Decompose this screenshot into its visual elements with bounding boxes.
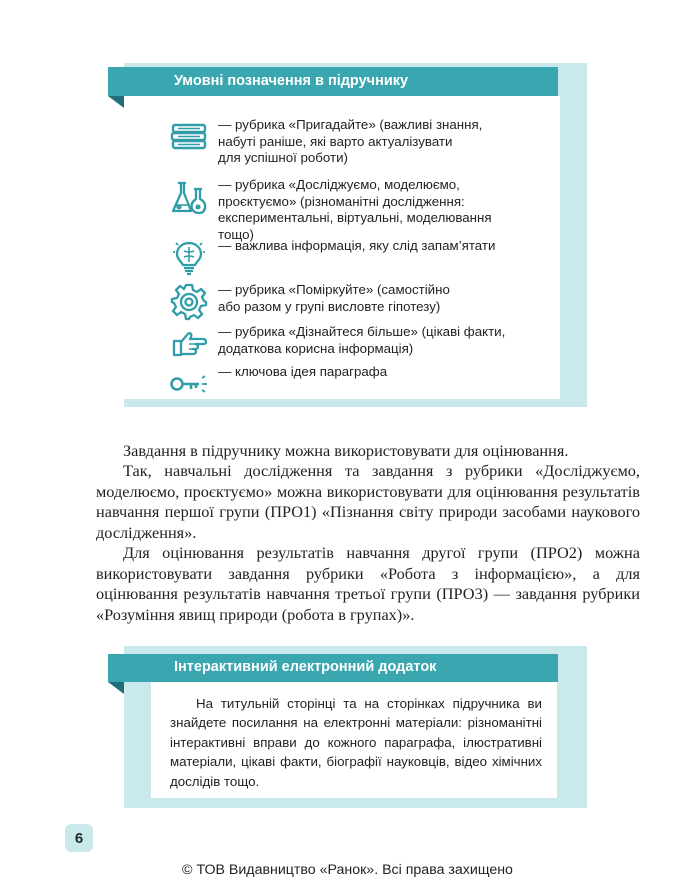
body-paragraph-1: Завдання в підручнику можна використовувати для оцінювання. (123, 441, 569, 460)
body-paragraph-2: Так, навчальні дослідження та завдання з рубрики «Досліджуємо, моделюємо, проєктуємо» можна використовувати для оцінювання результатів навчання першої групи (ПРО1) «Пізнання світу природи засобами наукового дослідження». (96, 461, 640, 542)
copyright-notice: © ТОВ Видавництво «Ранок». Всі права захищено (182, 862, 513, 878)
page-number: 6 (65, 824, 93, 852)
pointing-hand-icon (166, 324, 212, 364)
ribbon-fold (108, 96, 124, 108)
lab-flasks-icon (166, 177, 212, 217)
legend-item-research (166, 177, 556, 243)
interactive-box-text: На титульній сторінці та на сторінках підручника ви знайдете посилання на електронні матеріали: різноманітні інтерактивні вправи до кожного параграфа, ілюстративні матеріали, цікаві факти, біографії науковців, відео хімічних дослідів тощо. (170, 696, 542, 789)
legend-item-learn-more (166, 324, 556, 364)
key-icon (166, 364, 212, 404)
legend-item-text: — рубрика «Дізнайтеся більше» (цікаві факти, додаткова корисна інформація) (218, 324, 506, 356)
legend-item-text: — важлива інформація, яку слід запам’ятати (218, 238, 496, 253)
gear-icon (166, 282, 212, 322)
legend-item-key-idea (166, 364, 556, 404)
legend-item-remember (166, 117, 556, 167)
legend-item-important (166, 238, 556, 278)
books-icon (166, 117, 212, 157)
legend-item-text: — рубрика «Поміркуйте» (самостійно або разом у групі висловте гіпотезу) (218, 282, 450, 314)
interactive-box-title: Інтерактивний електронний додаток (108, 654, 558, 682)
body-paragraph-3: Для оцінювання результатів навчання другої групи (ПРО2) можна використовувати завдання рубрики «Робота з інформацією», а для оцінювання результатів навчання третьої групи (ПРО3) — завдання рубрики «Розуміння явищ природи (робота в групах)». (96, 543, 640, 624)
lightbulb-brain-icon (166, 238, 212, 278)
ribbon-fold (108, 682, 124, 694)
legend-box-title: Умовні позначення в підручнику (108, 67, 558, 96)
legend-item-text: — рубрика «Пригадайте» (важливі знання, набуті раніше, які варто актуалізувати для успішної роботи) (218, 117, 483, 165)
legend-item-text: — рубрика «Досліджуємо, моделюємо, проєктуємо» (різноманітні дослідження: експериментальні, віртуальні, моделювання тощо) (218, 177, 492, 242)
legend-item-think (166, 282, 556, 322)
legend-item-text: — ключова ідея параграфа (218, 364, 388, 379)
